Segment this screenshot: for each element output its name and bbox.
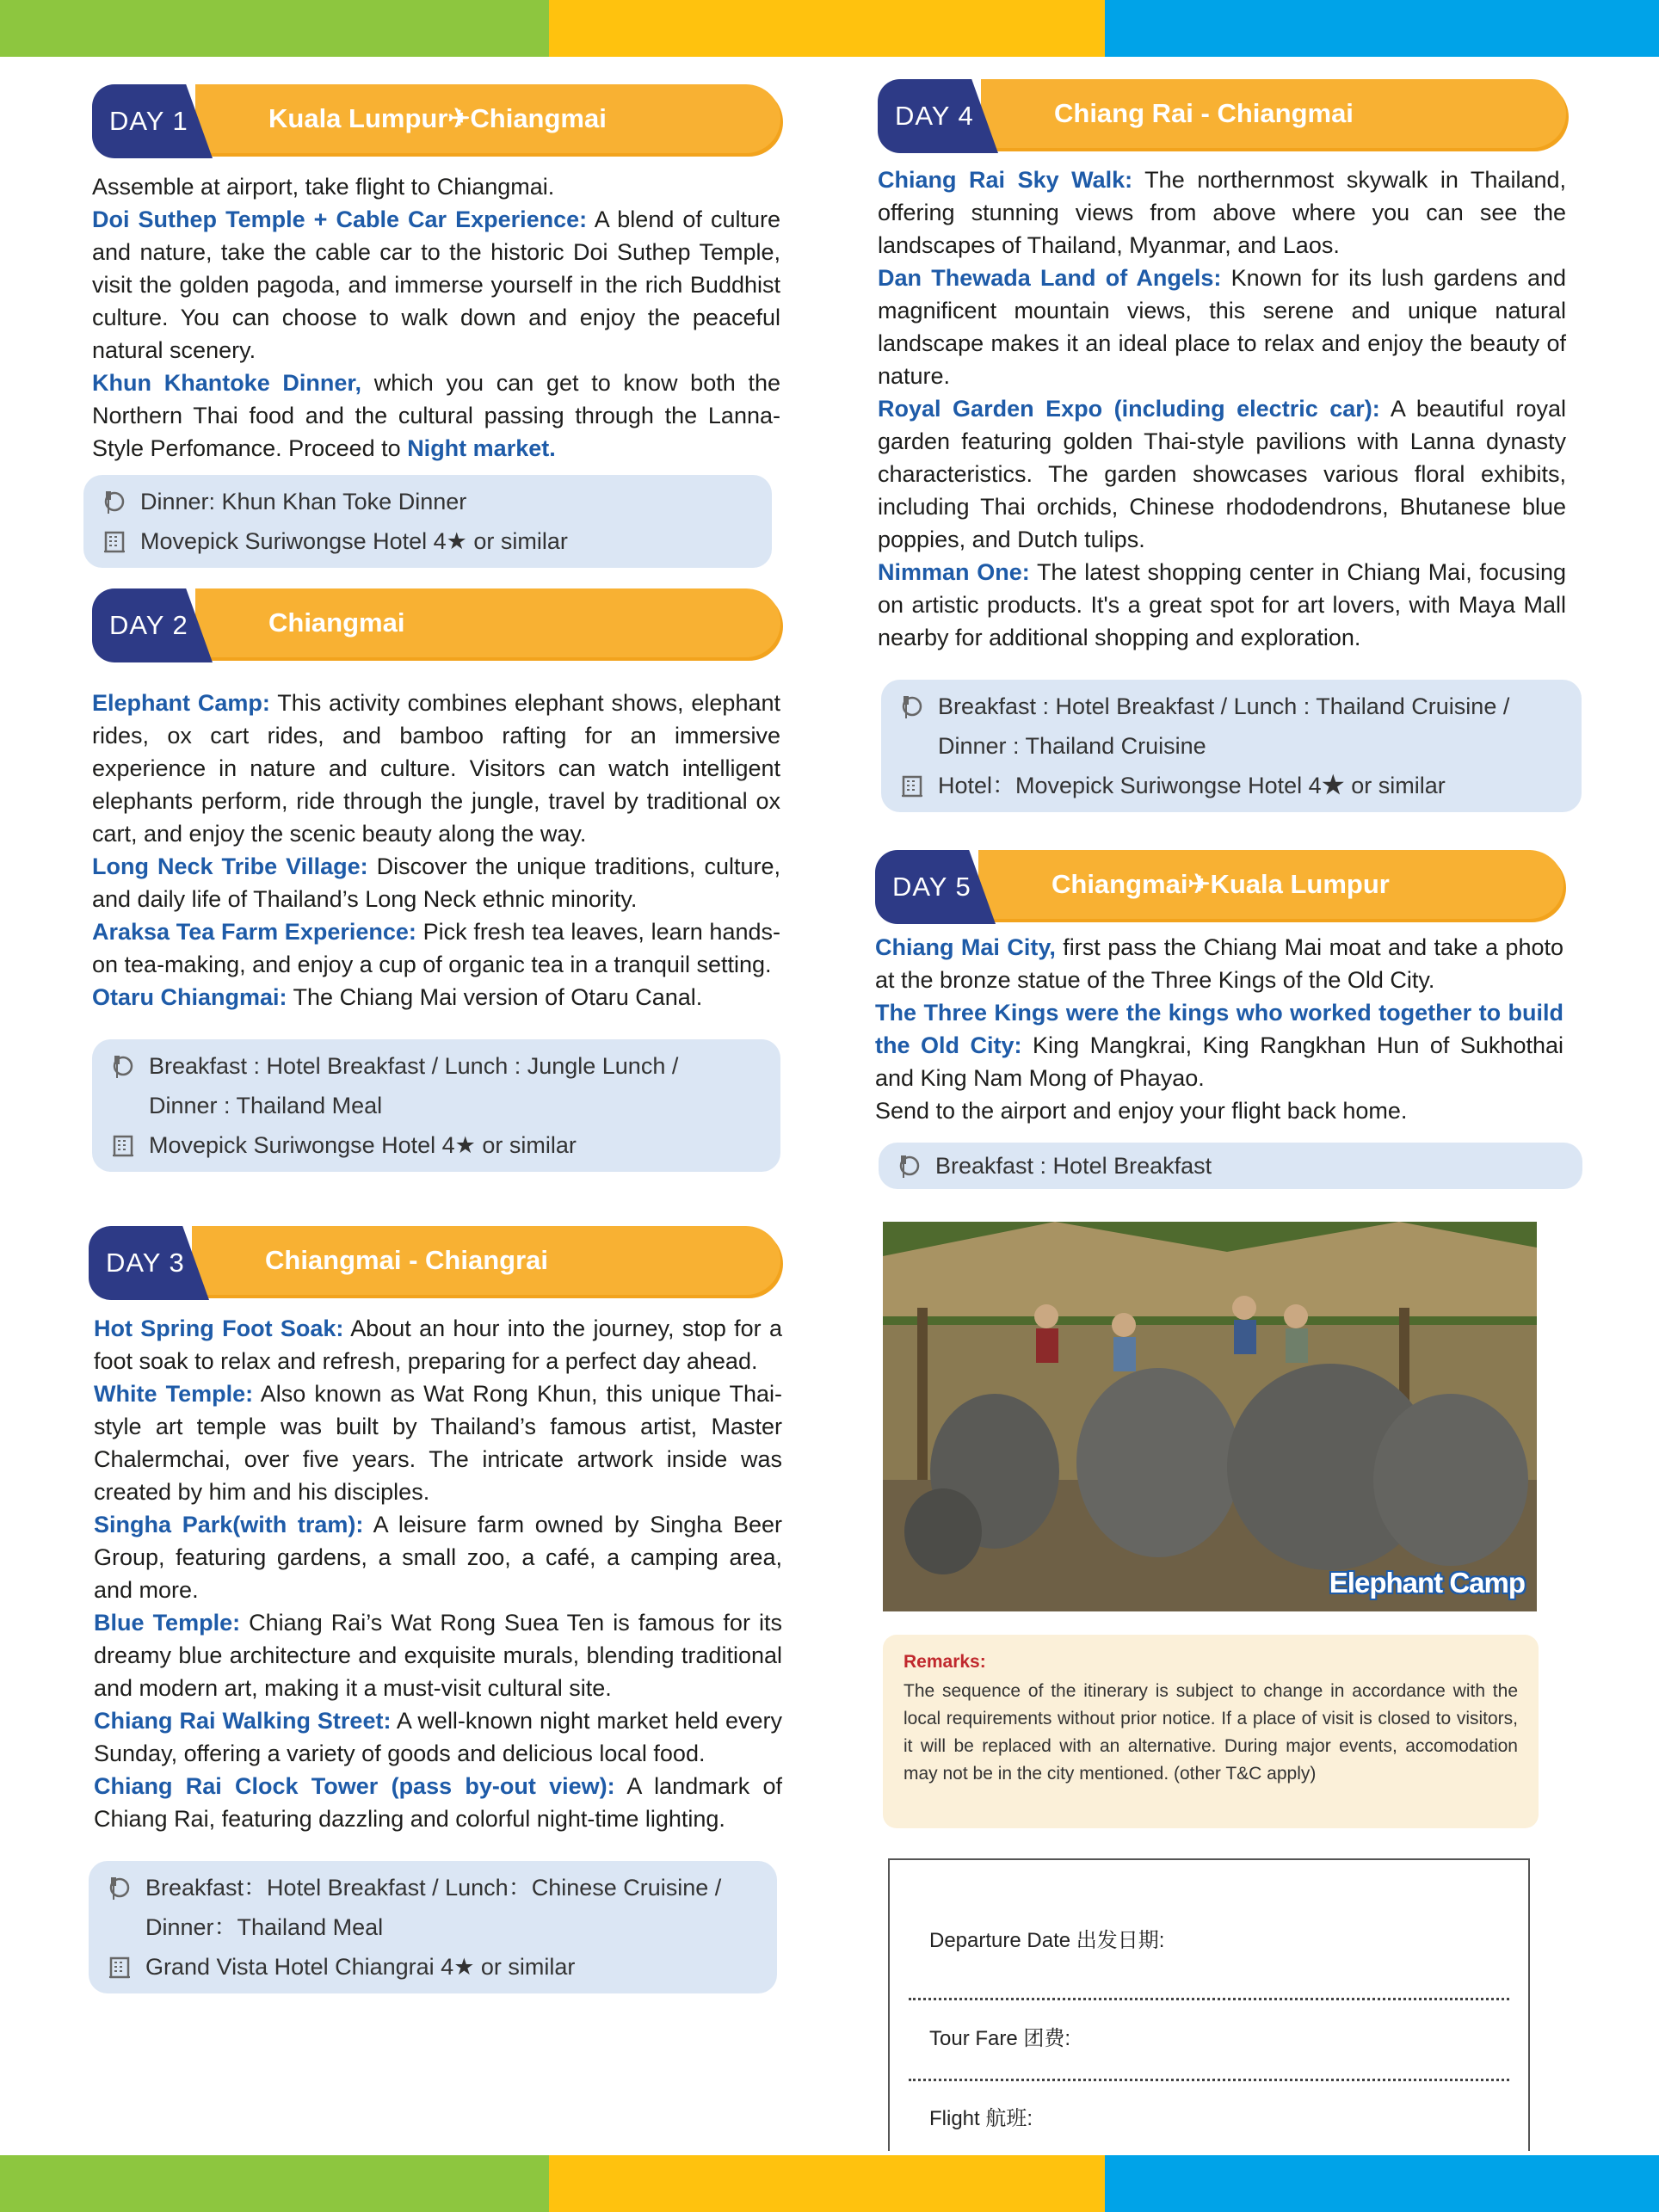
body-text: The latest shopping center in Chiang Mai, focusing on artistic products. It's a great spot for art lovers, with Maya Mall nearby for additional shopping and exploration. [878, 559, 1566, 650]
body-text: which you can get to know both the Northern Thai food and the cultural passing through the Lanna-Style Perfomance. Proceed to [92, 370, 780, 461]
meal-text: Breakfast : Hotel Breakfast / Lunch : Thailand Cruisine / [938, 693, 1510, 719]
body-text: King Mangkrai, King Rangkhan Hun of Sukhothai and King Nam Mong of Phayao. [875, 1032, 1563, 1091]
body-text: The northernmost skywalk in Thailand, offering stunning views from above where you can see the landscapes of Thailand, Myanmar, and Laos. [878, 167, 1566, 258]
tour-fare-label: Tour Fare 团费: [929, 2027, 1071, 2050]
hotel-line [109, 1125, 763, 1165]
body-text: A leisure farm owned by Singha Beer Group, featuring gardens, a small zoo, a café, a camping area, and more. [94, 1512, 782, 1603]
day5-meal-box [879, 1143, 1582, 1189]
cutlery-icon [898, 687, 926, 726]
meal-text: Breakfast：Hotel Breakfast / Lunch：Chinese Cruisine / [145, 1875, 722, 1901]
highlight-text: Chiang Rai Walking Street: [94, 1708, 392, 1734]
paragraph [878, 392, 1566, 556]
day4-meal-box [881, 680, 1582, 812]
hotel-text: Movepick Suriwongse Hotel 4★ or similar [149, 1132, 577, 1158]
body-text: A well-known night market held every Sunday, offering a variety of goods and delicious local food. [94, 1708, 782, 1766]
paragraph [878, 556, 1566, 654]
booking-form [888, 1858, 1530, 2151]
highlight-text: Singha Park(with tram): [94, 1512, 364, 1537]
paragraph [92, 687, 780, 850]
highlight-text: Night market. [407, 435, 556, 461]
day1-description [92, 170, 780, 465]
hotel-text: Grand Vista Hotel Chiangrai 4★ or similar [145, 1954, 576, 1980]
remarks-title: Remarks: [904, 1652, 986, 1672]
divider [909, 1998, 1509, 2000]
body-text: Send to the airport and enjoy your flight back home. [875, 1098, 1408, 1124]
day-label: DAY 4 [895, 101, 974, 131]
hotel-line [101, 521, 755, 561]
highlight-text: Chiang Rai Sky Walk: [878, 167, 1133, 193]
highlight-text: Chiang Mai City, [875, 934, 1056, 960]
bottom-color-stripe [0, 2155, 1659, 2212]
elephant-camp-photo [883, 1222, 1537, 1611]
body-text: Pick fresh tea leaves, learn hands-on tea-making, and enjoy a cup of organic tea in a tranquil setting. [92, 919, 780, 977]
flight-label: Flight 航班: [929, 2107, 1033, 2130]
body-text: Chiang Rai’s Wat Rong Suea Ten is famous for its dreamy blue architecture and exquisite murals, blending traditional and modern art, making it a must-visit cultural site. [94, 1610, 783, 1701]
hotel-text: Hotel：Movepick Suriwongse Hotel 4★ or similar [938, 773, 1446, 798]
body-text: About an hour into the journey, stop for a foot soak to relax and refresh, preparing for a perfect day ahead. [94, 1315, 782, 1374]
day3-header [89, 1226, 780, 1300]
highlight-text: Blue Temple: [94, 1610, 241, 1636]
meal-text: Dinner: Khun Khan Toke Dinner [140, 489, 467, 514]
remarks-text: The sequence of the itinerary is subject to change in accordance with the local requirements without prior notice. If a place of visit is closed to visitors, it will be replaced with an alternative. During major events, accomodation may not be in the city mentioned. (other T&C apply) [904, 1681, 1518, 1784]
day-title: Chiang Rai - Chiangmai [1054, 98, 1354, 128]
day-title: Chiangmai - Chiangrai [265, 1245, 548, 1275]
day4-description [878, 163, 1566, 654]
highlight-text: The Three Kings were the kings who worked together to build the Old City: [875, 1000, 1563, 1058]
paragraph [875, 996, 1563, 1094]
building-icon [898, 766, 926, 805]
paragraph [875, 1094, 1563, 1127]
meal-line [101, 482, 755, 521]
day5-section [875, 850, 1563, 1189]
body-text: Assemble at airport, take flight to Chiangmai. [92, 174, 555, 200]
hotel-line [106, 1947, 760, 1987]
day-label: DAY 5 [892, 872, 971, 902]
paragraph [92, 915, 780, 981]
cutlery-icon [896, 1146, 923, 1186]
meal-text: Breakfast : Hotel Breakfast [935, 1153, 1212, 1179]
top-color-stripe [0, 0, 1659, 57]
day4-header [878, 79, 1566, 153]
highlight-text: Otaru Chiangmai: [92, 984, 287, 1010]
day2-meal-box [92, 1039, 780, 1172]
meal-line [106, 1868, 760, 1907]
divider [909, 2079, 1509, 2081]
cutlery-icon [109, 1046, 137, 1086]
building-icon [101, 521, 128, 561]
day2-description [92, 687, 780, 1014]
highlight-text: Doi Suthep Temple + Cable Car Experience: [92, 206, 588, 232]
paragraph [878, 262, 1566, 392]
day-label: DAY 3 [106, 1248, 185, 1278]
highlight-text: Elephant Camp: [92, 690, 270, 716]
day5-header [875, 850, 1563, 924]
day-label: DAY 2 [109, 610, 188, 640]
paragraph [875, 931, 1563, 996]
day2-header [92, 588, 780, 662]
day2-section [92, 588, 780, 1172]
paragraph [92, 367, 780, 465]
highlight-text: White Temple: [94, 1381, 254, 1407]
body-text: A landmark of Chiang Rai, featuring dazzling and colorful night-time lighting. [94, 1773, 782, 1832]
hotel-line [898, 766, 1564, 805]
day4-section [878, 79, 1566, 812]
day-title: Chiangmai [268, 607, 405, 638]
highlight-text: Long Neck Tribe Village: [92, 853, 368, 879]
body-text: Also known as Wat Rong Khun, this unique Thai-style art temple was built by Thailand’s famous artist, Master Chalermchai, over five years. The intricate artwork inside was created by him and his disciples. [94, 1381, 782, 1505]
day1-header [92, 84, 780, 158]
paragraph [92, 850, 780, 915]
building-icon [106, 1947, 133, 1987]
paragraph [94, 1508, 782, 1606]
day-label: DAY 1 [109, 106, 188, 136]
highlight-text: Araksa Tea Farm Experience: [92, 919, 416, 945]
photo-caption: Elephant Camp [1329, 1567, 1525, 1599]
paragraph [878, 163, 1566, 262]
body-text: Known for its lush gardens and magnificent mountain views, this serene and unique natural landscape makes it an ideal place to relax and enjoy the beauty of nature. [878, 265, 1566, 389]
body-text: This activity combines elephant shows, elephant rides, ox cart rides, and bamboo rafting for an immersive experience in nature and culture. Visitors can watch intelligent elephants perform, ride through the jungle, travel by traditional ox cart, and enjoy the scenic beauty along the way. [92, 690, 780, 847]
cutlery-icon [106, 1868, 133, 1907]
day1-meal-box [83, 475, 772, 568]
day3-description [94, 1312, 782, 1835]
remarks-box [883, 1635, 1539, 1828]
paragraph [94, 1312, 782, 1377]
day-title: Chiangmai✈Kuala Lumpur [1052, 869, 1390, 899]
elephant-illustration [883, 1222, 1537, 1611]
day-title: Kuala Lumpur✈Chiangmai [268, 103, 607, 133]
body-text: A beautiful royal garden featuring golden Thai-style pavilions with Lanna dynasty characteristics. The garden showcases various floral exhibits, including Thai orchids, Chinese rhododendrons, Bhutanese blue poppies, and Dutch tulips. [878, 396, 1566, 552]
meal-text-cont: Dinner：Thailand Meal [145, 1914, 384, 1940]
paragraph [94, 1704, 782, 1770]
day3-meal-box [89, 1861, 777, 1993]
meal-text: Breakfast : Hotel Breakfast / Lunch : Jungle Lunch / [149, 1053, 679, 1079]
paragraph [92, 981, 780, 1014]
day5-description [875, 931, 1563, 1127]
meal-line [109, 1046, 763, 1086]
paragraph [94, 1377, 782, 1508]
departure-date-label: Departure Date 出发日期: [929, 1929, 1165, 1952]
meal-line [898, 687, 1564, 726]
paragraph [94, 1770, 782, 1835]
body-text: Discover the unique traditions, culture, and daily life of Thailand’s Long Neck ethnic minority. [92, 853, 780, 912]
building-icon [109, 1125, 137, 1165]
meal-text-cont: Dinner : Thailand Cruisine [938, 733, 1206, 759]
cutlery-icon [101, 482, 128, 521]
day3-section [89, 1226, 783, 1993]
meal-text-cont: Dinner : Thailand Meal [149, 1093, 383, 1118]
hotel-text: Movepick Suriwongse Hotel 4★ or similar [140, 528, 568, 554]
highlight-text: Khun Khantoke Dinner, [92, 370, 361, 396]
day1-section [92, 84, 780, 568]
highlight-text: Nimman One: [878, 559, 1030, 585]
body-text: A blend of culture and nature, take the cable car to the historic Doi Suthep Temple, visit the golden pagoda, and immerse yourself in the rich Buddhist culture. You can choose to walk down and enjoy the peaceful natural scenery. [92, 206, 780, 363]
paragraph [92, 170, 780, 203]
highlight-text: Royal Garden Expo (including electric car): [878, 396, 1380, 422]
body-text: first pass the Chiang Mai moat and take a photo at the bronze statue of the Three Kings of the Old City. [875, 934, 1563, 993]
meal-line [896, 1146, 1565, 1186]
paragraph [94, 1606, 782, 1704]
highlight-text: Hot Spring Foot Soak: [94, 1315, 344, 1341]
highlight-text: Chiang Rai Clock Tower (pass by-out view): [94, 1773, 615, 1799]
paragraph [92, 203, 780, 367]
highlight-text: Dan Thewada Land of Angels: [878, 265, 1222, 291]
body-text: The Chiang Mai version of Otaru Canal. [287, 984, 703, 1010]
